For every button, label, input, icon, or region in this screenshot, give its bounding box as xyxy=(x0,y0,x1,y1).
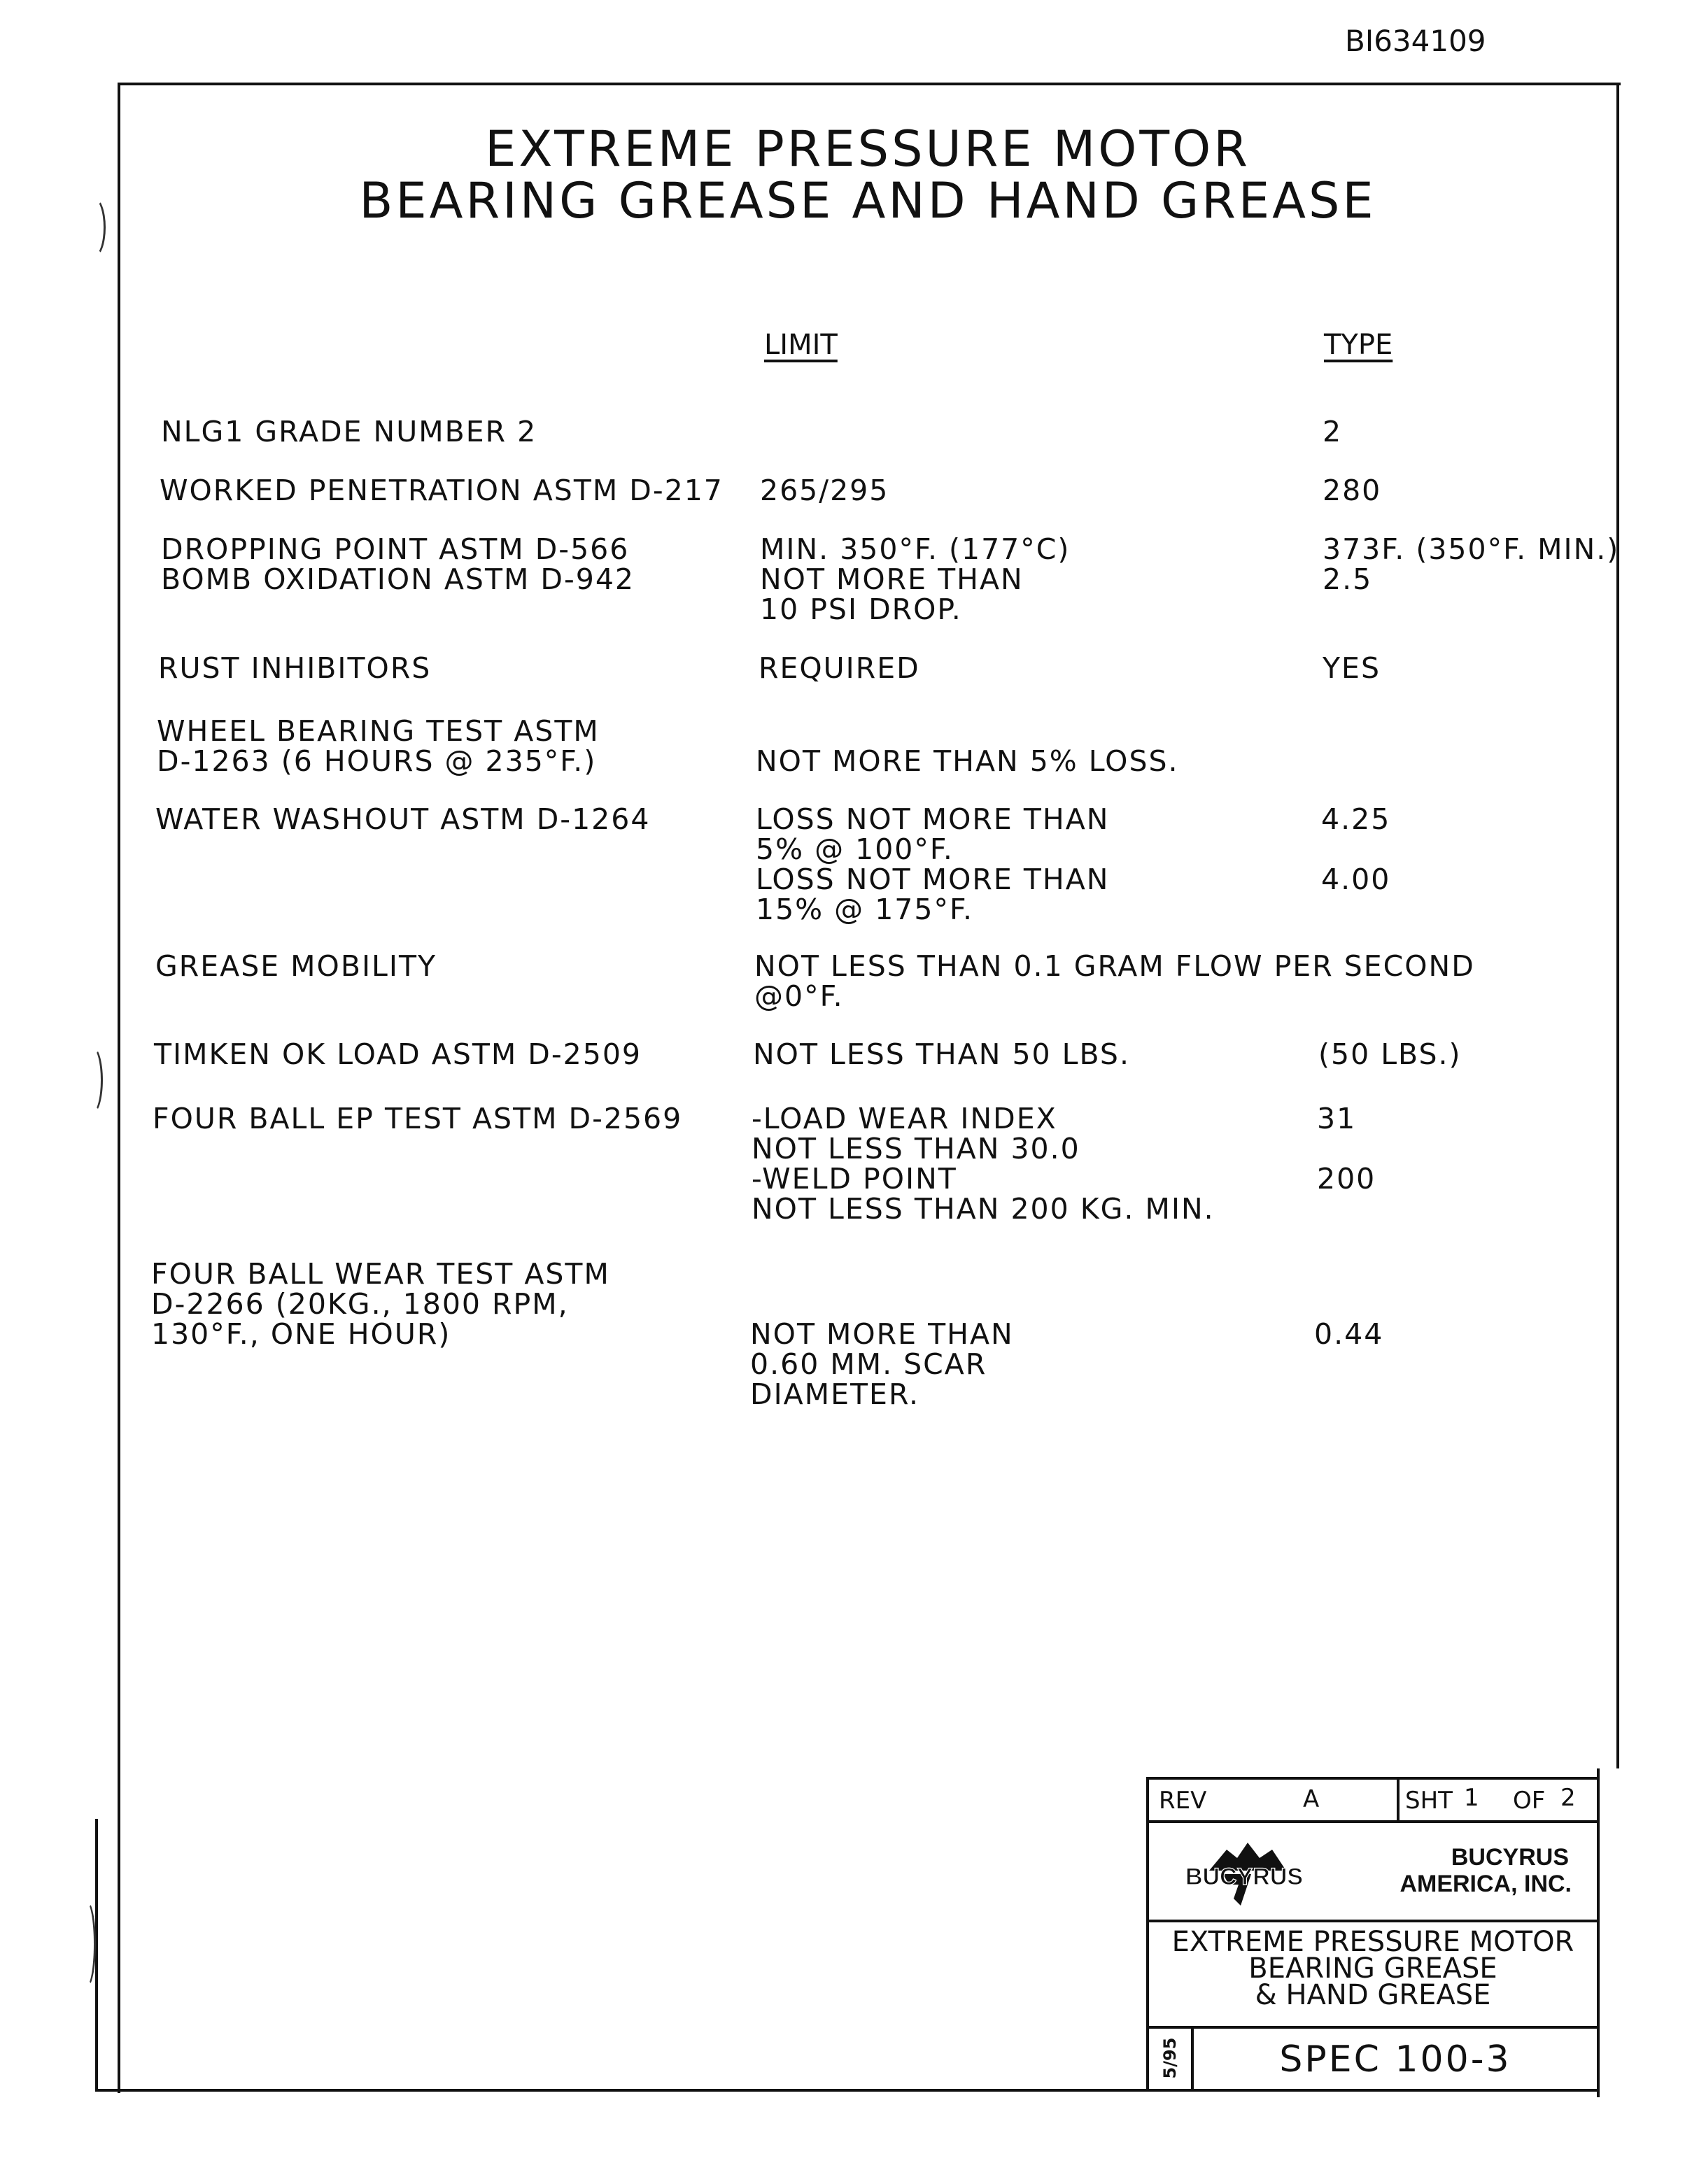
logo-wordmark: BUCYRUS xyxy=(1185,1864,1304,1890)
type-cell-line: 4.25 xyxy=(1321,802,1391,836)
sheet-number: 1 xyxy=(1464,1784,1479,1812)
type-cell-line: 31 xyxy=(1317,1102,1357,1135)
type-cell-line: 0.44 xyxy=(1314,1317,1384,1351)
limit-cell xyxy=(760,476,889,506)
revision-date: 5/95 xyxy=(1160,2037,1180,2079)
sheet-label: SHT xyxy=(1405,1787,1453,1815)
type-cell-line: 2.5 xyxy=(1323,562,1373,596)
limit-cell-line: 265/295 xyxy=(760,474,889,507)
title-block xyxy=(1146,1777,1600,2092)
limit-cell xyxy=(759,653,920,683)
property-cell-line: FOUR BALL WEAR TEST ASTM xyxy=(151,1257,610,1291)
spec-number: SPEC 100-3 xyxy=(1279,2038,1511,2080)
limit-cell xyxy=(754,951,1475,1012)
property-cell xyxy=(153,1104,682,1134)
limit-cell xyxy=(753,1037,1130,1071)
type-cell xyxy=(1323,534,1619,595)
property-cell-line: WHEEL BEARING TEST ASTM xyxy=(157,714,600,748)
property-cell xyxy=(155,951,437,981)
property-cell-line: FOUR BALL EP TEST ASTM D-2569 xyxy=(153,1102,683,1135)
limit-cell-line: -WELD POINT xyxy=(752,1162,957,1196)
margin-mark xyxy=(83,1047,103,1114)
limit-cell xyxy=(752,1104,1215,1224)
type-cell-line: 200 xyxy=(1317,1162,1376,1196)
desc-line-3: & HAND GREASE xyxy=(1255,1979,1491,2011)
limit-cell-line: NOT LESS THAN 0.1 GRAM FLOW PER SECOND xyxy=(754,949,1475,983)
limit-cell-line: @0°F. xyxy=(754,979,844,1013)
type-cell-line: 280 xyxy=(1323,474,1382,507)
property-cell xyxy=(154,1037,642,1071)
limit-cell-line: DIAMETER. xyxy=(750,1377,919,1411)
property-cell-line: DROPPING POINT ASTM D-566 xyxy=(161,532,630,566)
property-cell xyxy=(161,534,635,595)
property-cell-line: D-2266 (20KG., 1800 RPM, xyxy=(151,1287,569,1321)
limit-cell xyxy=(760,534,1070,625)
type-cell xyxy=(1323,417,1342,447)
tb-divider xyxy=(1149,1920,1597,1922)
limit-cell-line: 10 PSI DROP. xyxy=(760,593,962,626)
company-line-1: BUCYRUS xyxy=(1451,1844,1569,1871)
desc-line-2: BEARING GREASE xyxy=(1248,1952,1497,1985)
limit-cell-line: LOSS NOT MORE THAN xyxy=(756,863,1110,896)
type-cell xyxy=(1323,653,1381,683)
type-cell-line: (50 LBS.) xyxy=(1318,1037,1462,1071)
property-cell-line: BOMB OXIDATION ASTM D-942 xyxy=(161,562,635,596)
limit-cell-line: MIN. 350°F. (177°C) xyxy=(760,532,1071,566)
limit-cell-line: LOSS NOT MORE THAN xyxy=(756,802,1110,836)
property-cell-line: RUST INHIBITORS xyxy=(158,651,432,685)
company-line-2: AMERICA, INC. xyxy=(1400,1871,1572,1897)
tb-divider xyxy=(1397,1780,1400,1822)
property-cell-line: WATER WASHOUT ASTM D-1264 xyxy=(155,802,651,836)
type-cell xyxy=(1323,476,1381,506)
limit-cell-line: REQUIRED xyxy=(759,651,920,685)
frame-right-edge xyxy=(1616,83,1619,1768)
limit-cell xyxy=(750,1319,1014,1410)
type-cell xyxy=(1314,1319,1383,1349)
of-label: OF xyxy=(1513,1787,1546,1815)
property-cell-line: TIMKEN OK LOAD ASTM D-2509 xyxy=(154,1037,642,1071)
document-id: BI634109 xyxy=(1345,24,1486,58)
property-cell-line: D-1263 (6 HOURS @ 235°F.) xyxy=(157,744,597,778)
title-line-1: EXTREME PRESSURE MOTOR xyxy=(485,120,1250,178)
sheet-total: 2 xyxy=(1560,1784,1576,1812)
limit-cell-line: 0.60 MM. SCAR xyxy=(750,1347,987,1381)
limit-cell-line: NOT MORE THAN 5% LOSS. xyxy=(756,744,1179,778)
title-line-2: BEARING GREASE AND HAND GREASE xyxy=(359,172,1376,229)
property-cell-line: 130°F., ONE HOUR) xyxy=(151,1317,451,1351)
type-cell xyxy=(1321,804,1390,895)
type-cell-line: YES xyxy=(1323,651,1381,685)
limit-cell-line: 5% @ 100°F. xyxy=(756,832,954,866)
tb-divider xyxy=(1149,1820,1597,1823)
property-cell xyxy=(157,716,600,777)
desc-line-1: EXTREME PRESSURE MOTOR xyxy=(1171,1926,1574,1958)
limit-cell-line: 15% @ 175°F. xyxy=(756,893,973,926)
limit-cell-line: NOT MORE THAN xyxy=(750,1317,1014,1351)
type-header: TYPE xyxy=(1324,329,1393,361)
rev-label: REV xyxy=(1159,1787,1207,1815)
type-cell-line: 2 xyxy=(1323,415,1343,448)
limit-cell-line: NOT LESS THAN 200 KG. MIN. xyxy=(752,1192,1215,1226)
limit-cell-line: NOT LESS THAN 30.0 xyxy=(752,1132,1080,1165)
type-cell-line: 373F. (350°F. MIN.) xyxy=(1323,532,1620,566)
margin-mark xyxy=(83,197,106,257)
limit-cell xyxy=(756,746,1179,777)
limit-cell-line: NOT MORE THAN xyxy=(760,562,1024,596)
limit-cell-line: NOT LESS THAN 50 LBS. xyxy=(753,1037,1130,1071)
type-cell-line: 4.00 xyxy=(1321,863,1391,896)
property-cell xyxy=(158,653,431,683)
tb-divider xyxy=(1149,2026,1597,2029)
limit-cell-line: -LOAD WEAR INDEX xyxy=(752,1102,1057,1135)
property-cell-line: WORKED PENETRATION ASTM D-217 xyxy=(160,474,724,507)
property-cell-line: NLG1 GRADE NUMBER 2 xyxy=(161,415,537,448)
property-cell xyxy=(160,476,724,506)
property-cell-line: GREASE MOBILITY xyxy=(155,949,437,983)
property-cell xyxy=(155,804,650,835)
margin-mark xyxy=(77,1900,96,1988)
limit-header: LIMIT xyxy=(764,329,838,361)
rev-value: A xyxy=(1303,1785,1320,1813)
type-cell xyxy=(1318,1037,1462,1071)
type-cell xyxy=(1317,1104,1376,1194)
limit-cell xyxy=(756,804,1109,925)
property-cell xyxy=(161,417,537,447)
property-cell xyxy=(151,1259,610,1349)
